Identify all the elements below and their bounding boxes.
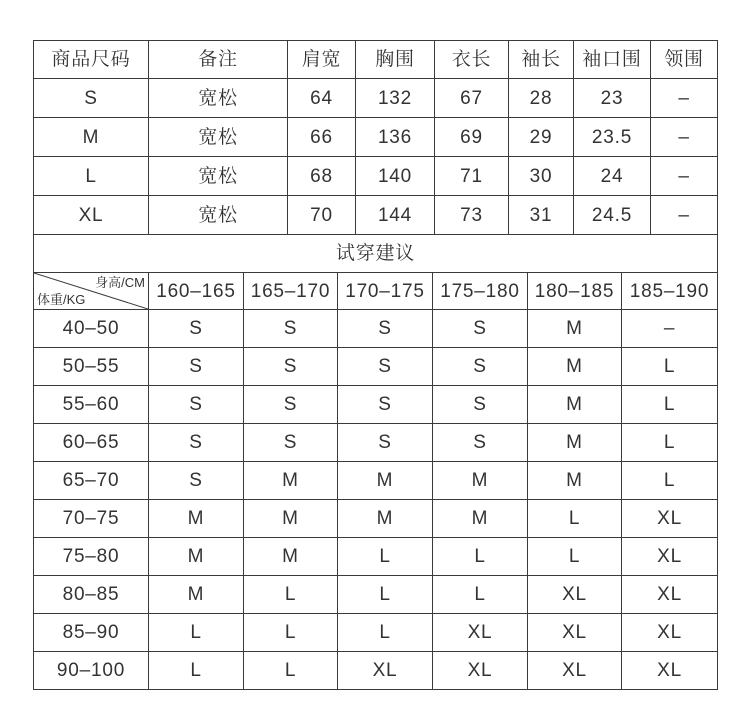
weight-range-label: 60–65 xyxy=(34,424,149,462)
recommended-size: L xyxy=(244,652,338,690)
size-column-header: 胸围 xyxy=(356,41,435,79)
recommendation-row xyxy=(34,576,718,614)
recommended-size: XL xyxy=(433,614,528,652)
size-measurement-table xyxy=(33,40,718,235)
recommended-size: M xyxy=(528,386,622,424)
recommended-size: XL xyxy=(622,576,718,614)
recommended-size: M xyxy=(528,310,622,348)
weight-range-label: 65–70 xyxy=(34,462,149,500)
size-chart xyxy=(33,40,717,690)
size-measurement-value: 136 xyxy=(356,118,435,157)
size-row xyxy=(34,118,718,157)
recommended-size: S xyxy=(149,424,244,462)
size-measurement-value: 144 xyxy=(356,196,435,235)
size-measurement-value: 宽松 xyxy=(149,79,288,118)
weight-range-label: 80–85 xyxy=(34,576,149,614)
size-column-header: 袖长 xyxy=(509,41,574,79)
size-column-header: 领围 xyxy=(651,41,718,79)
size-measurement-value: 29 xyxy=(509,118,574,157)
size-measurement-value: 宽松 xyxy=(149,118,288,157)
recommended-size: M xyxy=(338,500,433,538)
size-measurement-value: 24 xyxy=(574,157,651,196)
size-measurement-value: 67 xyxy=(435,79,509,118)
recommended-size: – xyxy=(622,310,718,348)
size-measurement-value: 64 xyxy=(288,79,356,118)
weight-axis-label: 体重/KG xyxy=(37,292,86,307)
recommended-size: L xyxy=(149,652,244,690)
height-axis-label: 身高/CM xyxy=(95,275,145,290)
size-column-header: 肩宽 xyxy=(288,41,356,79)
size-measurement-value: – xyxy=(651,196,718,235)
recommended-size: S xyxy=(433,348,528,386)
weight-range-label: 50–55 xyxy=(34,348,149,386)
size-label: XL xyxy=(34,196,149,235)
recommended-size: L xyxy=(338,538,433,576)
size-label: M xyxy=(34,118,149,157)
size-measurement-value: 140 xyxy=(356,157,435,196)
recommended-size: XL xyxy=(622,614,718,652)
size-measurement-value: 23 xyxy=(574,79,651,118)
height-range-header: 160–165 xyxy=(149,273,244,310)
size-measurement-value: 宽松 xyxy=(149,196,288,235)
recommended-size: L xyxy=(622,348,718,386)
recommended-size: L xyxy=(338,576,433,614)
size-measurement-value: 132 xyxy=(356,79,435,118)
size-measurement-value: 66 xyxy=(288,118,356,157)
recommended-size: L xyxy=(433,576,528,614)
size-measurement-value: 宽松 xyxy=(149,157,288,196)
recommendation-row xyxy=(34,652,718,690)
size-column-header: 商品尺码 xyxy=(34,41,149,79)
recommendation-row xyxy=(34,424,718,462)
weight-range-label: 55–60 xyxy=(34,386,149,424)
size-measurement-value: 30 xyxy=(509,157,574,196)
recommended-size: XL xyxy=(528,652,622,690)
size-measurement-value: 70 xyxy=(288,196,356,235)
recommended-size: XL xyxy=(622,500,718,538)
recommended-size: S xyxy=(338,310,433,348)
recommended-size: M xyxy=(244,538,338,576)
size-label: L xyxy=(34,157,149,196)
height-range-header: 180–185 xyxy=(528,273,622,310)
recommended-size: S xyxy=(149,462,244,500)
size-row xyxy=(34,157,718,196)
weight-range-label: 90–100 xyxy=(34,652,149,690)
recommended-size: L xyxy=(622,424,718,462)
height-range-header: 165–170 xyxy=(244,273,338,310)
size-measurement-value: 24.5 xyxy=(574,196,651,235)
recommended-size: S xyxy=(244,310,338,348)
recommended-size: S xyxy=(244,386,338,424)
height-weight-corner-cell xyxy=(34,273,149,310)
recommended-size: M xyxy=(149,576,244,614)
recommended-size: XL xyxy=(622,652,718,690)
recommendation-table-body xyxy=(34,310,718,690)
recommended-size: L xyxy=(528,500,622,538)
size-measurement-value: 73 xyxy=(435,196,509,235)
recommended-size: M xyxy=(149,538,244,576)
height-range-header: 170–175 xyxy=(338,273,433,310)
recommended-size: S xyxy=(338,424,433,462)
size-measurement-value: 23.5 xyxy=(574,118,651,157)
size-table-header-row xyxy=(34,41,718,79)
recommendation-title-row xyxy=(34,235,718,273)
recommended-size: L xyxy=(528,538,622,576)
size-column-header: 衣长 xyxy=(435,41,509,79)
weight-range-label: 75–80 xyxy=(34,538,149,576)
size-measurement-value: – xyxy=(651,79,718,118)
recommended-size: XL xyxy=(622,538,718,576)
recommended-size: S xyxy=(149,310,244,348)
height-header-row xyxy=(34,273,718,310)
recommended-size: S xyxy=(149,348,244,386)
recommended-size: M xyxy=(528,348,622,386)
recommended-size: M xyxy=(528,462,622,500)
recommended-size: M xyxy=(528,424,622,462)
recommended-size: M xyxy=(244,462,338,500)
height-range-header: 185–190 xyxy=(622,273,718,310)
recommendation-row xyxy=(34,348,718,386)
recommendation-row xyxy=(34,386,718,424)
recommended-size: XL xyxy=(528,576,622,614)
recommended-size: S xyxy=(149,386,244,424)
recommendation-title: 试穿建议 xyxy=(34,235,718,273)
recommended-size: L xyxy=(244,614,338,652)
recommendation-row xyxy=(34,538,718,576)
recommended-size: S xyxy=(338,386,433,424)
size-label: S xyxy=(34,79,149,118)
recommended-size: L xyxy=(338,614,433,652)
recommended-size: XL xyxy=(338,652,433,690)
recommendation-row xyxy=(34,614,718,652)
recommendation-row xyxy=(34,500,718,538)
recommendation-row xyxy=(34,462,718,500)
recommended-size: L xyxy=(622,386,718,424)
recommended-size: M xyxy=(433,500,528,538)
size-measurement-value: 69 xyxy=(435,118,509,157)
size-column-header: 备注 xyxy=(149,41,288,79)
size-measurement-value: 68 xyxy=(288,157,356,196)
recommended-size: S xyxy=(433,424,528,462)
recommended-size: M xyxy=(244,500,338,538)
recommended-size: XL xyxy=(433,652,528,690)
recommended-size: XL xyxy=(528,614,622,652)
size-column-header: 袖口围 xyxy=(574,41,651,79)
recommended-size: M xyxy=(433,462,528,500)
size-measurement-value: – xyxy=(651,157,718,196)
fit-recommendation-table xyxy=(33,234,718,690)
recommended-size: S xyxy=(433,310,528,348)
recommended-size: M xyxy=(338,462,433,500)
recommended-size: S xyxy=(244,424,338,462)
recommended-size: L xyxy=(622,462,718,500)
size-row xyxy=(34,79,718,118)
recommended-size: L xyxy=(244,576,338,614)
recommendation-row xyxy=(34,310,718,348)
recommended-size: L xyxy=(149,614,244,652)
height-range-header: 175–180 xyxy=(433,273,528,310)
recommended-size: M xyxy=(149,500,244,538)
size-row xyxy=(34,196,718,235)
size-measurement-value: 28 xyxy=(509,79,574,118)
weight-range-label: 85–90 xyxy=(34,614,149,652)
size-measurement-value: 71 xyxy=(435,157,509,196)
size-measurement-value: 31 xyxy=(509,196,574,235)
size-table-body xyxy=(34,79,718,235)
recommended-size: S xyxy=(433,386,528,424)
weight-range-label: 70–75 xyxy=(34,500,149,538)
recommended-size: L xyxy=(433,538,528,576)
recommended-size: S xyxy=(338,348,433,386)
size-measurement-value: – xyxy=(651,118,718,157)
recommended-size: S xyxy=(244,348,338,386)
weight-range-label: 40–50 xyxy=(34,310,149,348)
